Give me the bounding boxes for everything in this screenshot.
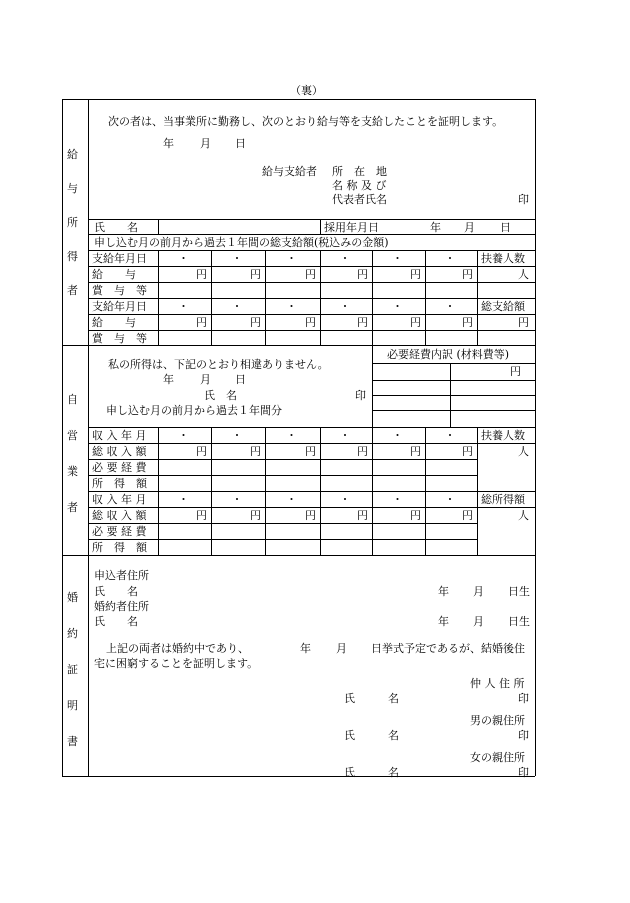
hire-year: 年 [430,221,441,234]
self-block2-right-label: 総所得額 [481,493,525,506]
salary-block1-date-label: 支給年月日 [92,252,147,265]
sig-seal-0: 印 [518,692,529,705]
h-rule [88,427,535,428]
salary-dot: ・ [286,300,297,313]
salary-block2-right-unit: 円 [518,316,529,329]
v-rule [450,363,451,427]
v-rule [320,219,321,234]
v-rule [158,427,159,555]
v-rule [477,250,478,345]
salary-dot: ・ [286,252,297,265]
salary-date-year: 年 [163,137,174,150]
sig-name-label-2: 氏 名 [344,766,399,779]
self-dot: ・ [178,429,189,442]
h-rule [372,363,535,364]
self-dot: ・ [286,429,297,442]
self-name-label: 氏 名 [204,389,237,402]
applicant-address-label: 申込者住所 [94,569,149,582]
salary-date-day: 日 [235,137,246,150]
self-dot: ・ [392,429,403,442]
self-block1-row-label: 総 収 入 額 [92,445,147,458]
self-dot: ・ [444,493,456,506]
salary-side-char: 所 [67,216,78,229]
h-rule [88,459,477,460]
outer-right [535,99,536,776]
h-rule [88,443,477,444]
salary-yen: 円 [357,268,368,281]
birth-month: 月 [473,615,484,628]
salary-block1-pay-label: 給 与 [92,268,136,281]
employee-name-label: 氏 名 [94,221,138,234]
birth-day: 日生 [508,585,530,598]
salary-block2-date-label: 支給年月日 [92,300,147,313]
birth-year: 年 [438,585,449,598]
salary-yen: 円 [305,316,316,329]
payer-address-label: 所 在 地 [332,165,387,178]
wedding-month: 月 [336,642,347,655]
v-rule [211,250,212,345]
v-rule [372,427,373,555]
self-block2-row-label: 総 収 入 額 [92,509,147,522]
self-yen: 円 [410,509,421,522]
self-yen: 円 [357,509,368,522]
self-yen: 円 [305,509,316,522]
self-dot: ・ [444,429,456,442]
self-dot: ・ [231,429,243,442]
self-date-day: 日 [235,373,246,386]
v-rule [158,219,159,234]
self-dot: ・ [339,429,351,442]
fiance-address-label: 婚約者住所 [94,600,149,613]
marriage-side-char: 婚 [67,591,78,604]
h-rule [477,507,535,508]
self-date-year: 年 [163,373,174,386]
self-block2-row-label: 収 入 年 月 [92,493,147,506]
salary-block1-bonus-label: 賞 与 等 [92,284,147,297]
fiance-name-label: 氏 名 [94,615,138,628]
self-date-month: 月 [200,373,211,386]
expense-unit: 円 [510,365,521,378]
payer-label: 給与支給者 [262,165,317,178]
h-rule [88,250,535,251]
self-yen: 円 [410,445,421,458]
sig-seal-2: 印 [518,766,529,779]
salary-period-note: 申し込む月の前月から過去１年間の総支給額(税込みの金額) [94,236,389,249]
h-rule [88,491,477,492]
h-rule [88,330,535,331]
salary-dot: ・ [231,300,243,313]
self-yen: 円 [196,445,207,458]
salary-yen: 円 [250,268,261,281]
v-rule [425,427,426,555]
h-rule [88,266,535,267]
salary-block1-right-label: 扶養人数 [481,252,525,265]
salary-side-char: 者 [67,284,78,297]
salary-yen: 円 [196,316,207,329]
salary-dot: ・ [392,252,403,265]
self-side-char: 営 [67,429,78,442]
self-side-char: 業 [67,465,78,478]
marriage-side-char: 約 [67,627,78,640]
h-rule [88,507,477,508]
payer-company-label: 名 称 及 び [332,179,387,192]
expense-box-title: 必要経費内訳 (材料費等) [387,348,510,361]
self-side-char: 自 [67,393,78,406]
self-block1-row-label: 所 得 額 [92,477,147,490]
salary-side-char: 与 [67,182,78,195]
h-rule [88,282,535,283]
marriage-side-char: 書 [67,735,78,748]
payer-seal: 印 [518,193,529,206]
h-rule [372,395,535,396]
h-rule [88,523,477,524]
self-yen: 円 [462,509,473,522]
self-statement-text: 私の所得は、下記のとおり相違ありません。 [108,358,329,371]
self-block1-row-label: 必 要 経 費 [92,461,147,474]
salary-side-char: 給 [67,148,78,161]
applicant-name-label: 氏 名 [94,585,138,598]
v-rule [320,250,321,345]
salary-yen: 円 [410,268,421,281]
section-divider-1 [62,345,535,346]
v-rule [372,345,373,427]
self-dot: ・ [231,493,243,506]
birth-day: 日生 [508,615,530,628]
v-rule [320,427,321,555]
self-block1-row-label: 収 入 年 月 [92,429,147,442]
self-yen: 円 [196,509,207,522]
self-dot: ・ [339,493,351,506]
salary-dot: ・ [444,252,456,265]
salary-dot: ・ [339,300,351,313]
label-column-divider [88,99,89,776]
self-block2-right-unit: 人 [518,509,529,522]
marriage-side-char: 証 [67,663,78,676]
salary-block2-bonus-label: 賞 与 等 [92,332,147,345]
self-yen: 円 [250,445,261,458]
sig-name-label-0: 氏 名 [344,692,399,705]
sig-seal-1: 印 [518,729,529,742]
salary-date-month: 月 [200,137,211,150]
hire-day: 日 [500,221,511,234]
self-dot: ・ [392,493,403,506]
v-rule [372,250,373,345]
self-yen: 円 [250,509,261,522]
h-rule [88,539,477,540]
marriage-side-char: 明 [67,699,78,712]
self-block1-right-unit: 人 [518,445,529,458]
self-block2-row-label: 必 要 経 費 [92,525,147,538]
section-divider-2 [62,555,535,556]
hire-date-label: 採用年月日 [324,221,379,234]
salary-block2-right-label: 総支給額 [481,300,525,313]
salary-side-char: 得 [67,250,78,263]
self-side-char: 者 [67,501,78,514]
salary-dot: ・ [444,300,456,313]
marriage-text-part2: 日挙式予定であるが、結婚後住 [371,642,525,655]
salary-block1-right-unit: 人 [518,268,529,281]
h-rule [88,314,535,315]
outer-top [62,99,535,100]
salary-yen: 円 [462,268,473,281]
h-rule [88,298,535,299]
h-rule [372,410,535,411]
v-rule [211,427,212,555]
self-seal: 印 [355,389,366,402]
h-rule [477,491,535,492]
self-period-note: 申し込む月の前月から過去１年間分 [106,404,282,417]
v-rule [265,250,266,345]
salary-yen: 円 [357,316,368,329]
v-rule [158,250,159,345]
sig-title-0: 仲 人 住 所 [470,677,525,690]
self-dot: ・ [286,493,297,506]
salary-cert-text: 次の者は、当事業所に勤務し、次のとおり給与等を支給したことを証明します。 [108,115,504,128]
salary-yen: 円 [250,316,261,329]
page-label: （裏） [290,84,323,97]
h-rule [88,475,477,476]
salary-dot: ・ [339,252,351,265]
salary-dot: ・ [178,252,189,265]
birth-month: 月 [473,585,484,598]
salary-dot: ・ [392,300,403,313]
self-yen: 円 [357,445,368,458]
self-block2-row-label: 所 得 額 [92,541,147,554]
self-dot: ・ [178,493,189,506]
v-rule [477,427,478,555]
marriage-text-part1: 上記の両者は婚約中であり、 [106,642,249,655]
marriage-text-line2: 宅に困窮することを証明します。 [94,657,259,670]
h-rule [88,219,535,220]
self-block1-right-label: 扶養人数 [481,429,525,442]
h-rule [372,380,535,381]
h-rule [477,443,535,444]
v-rule [265,427,266,555]
salary-yen: 円 [462,316,473,329]
salary-dot: ・ [231,252,243,265]
outer-bottom [62,776,535,777]
v-rule [425,250,426,345]
birth-year: 年 [438,615,449,628]
wedding-year: 年 [300,642,311,655]
hire-month: 月 [464,221,475,234]
salary-yen: 円 [196,268,207,281]
salary-block2-pay-label: 給 与 [92,316,136,329]
outer-left [62,99,63,776]
sig-title-2: 女の親住所 [470,751,525,764]
payer-representative-label: 代表者氏名 [332,193,387,206]
salary-yen: 円 [305,268,316,281]
h-rule [88,234,535,235]
salary-yen: 円 [410,316,421,329]
self-yen: 円 [305,445,316,458]
sig-name-label-1: 氏 名 [344,729,399,742]
salary-dot: ・ [178,300,189,313]
sig-title-1: 男の親住所 [470,714,525,727]
self-yen: 円 [462,445,473,458]
